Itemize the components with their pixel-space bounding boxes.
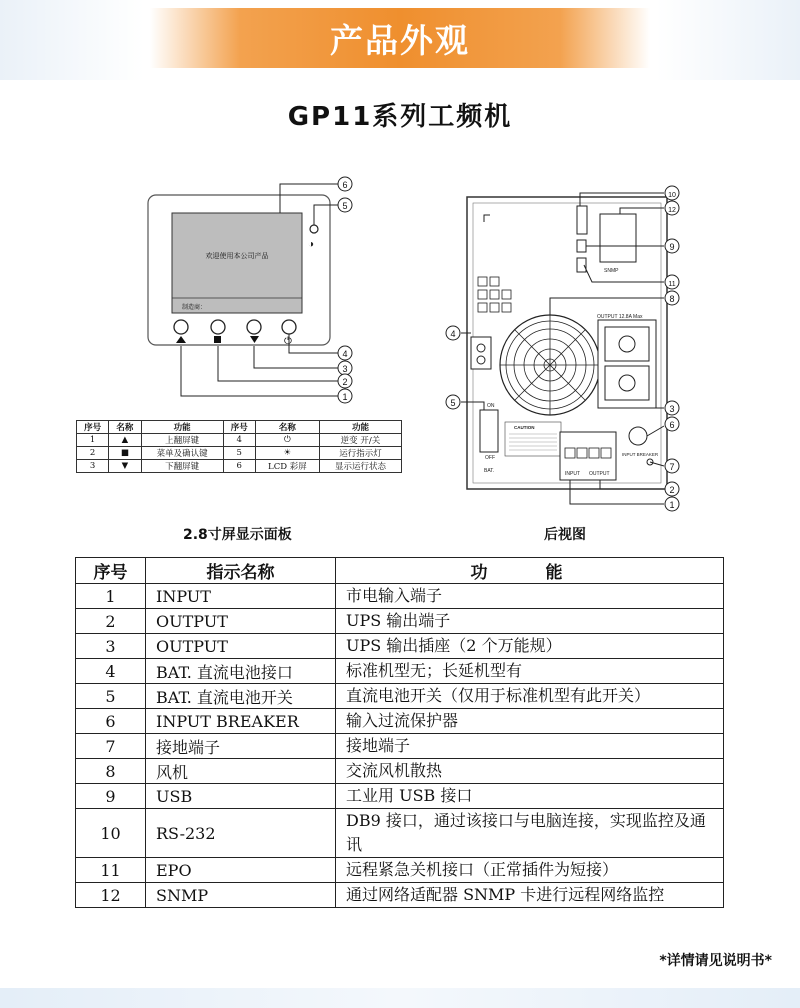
legend-cell: 4 (223, 434, 255, 447)
legend-cell: 菜单及确认键 (141, 447, 223, 460)
spec-cell: RS-232 (146, 809, 336, 858)
svg-text:10: 10 (668, 192, 676, 199)
spec-cell: 4 (76, 659, 146, 684)
table-row (76, 584, 724, 609)
table-row (76, 609, 724, 634)
spec-cell: USB (146, 784, 336, 809)
legend-row (77, 460, 402, 473)
legend-cell: 下翻屏键 (141, 460, 223, 473)
legend-cell: 1 (77, 434, 109, 447)
down-button[interactable] (247, 320, 261, 334)
caution-text: CAUTION (514, 425, 535, 430)
legend-header-cell: 名称 (255, 421, 319, 434)
rs232-port (577, 206, 587, 234)
spec-cell: 远程紧急关机接口（正常插件为短接） (336, 858, 724, 883)
spec-cell: 工业用 USB 接口 (336, 784, 724, 809)
legend-cell: LCD 彩屏 (255, 460, 319, 473)
spec-cell: 市电输入端子 (336, 584, 724, 609)
legend-row (77, 447, 402, 460)
spec-cell: INPUT BREAKER (146, 709, 336, 734)
spec-header-cell: 序号 (76, 558, 146, 584)
spec-cell: BAT. 直流电池开关 (146, 684, 336, 709)
legend-header-cell: 序号 (77, 421, 109, 434)
legend-header-cell: 名称 (109, 421, 141, 434)
table-row (76, 759, 724, 784)
legend-cell: 5 (223, 447, 255, 460)
enter-button[interactable] (211, 320, 225, 334)
rear-view-diagram (446, 186, 679, 511)
spec-cell: 12 (76, 883, 146, 908)
input-breaker-icon (629, 427, 647, 445)
spec-cell: 直流电池开关（仅用于标准机型有此开关） (336, 684, 724, 709)
battery-switch (480, 410, 498, 452)
footer-band (0, 988, 800, 1008)
table-row (76, 784, 724, 809)
input-terminal-label: INPUT (565, 471, 580, 477)
table-row (76, 684, 724, 709)
svg-text:12: 12 (668, 207, 676, 214)
spec-cell: 输入过流保护器 (336, 709, 724, 734)
spec-header-cell: 指示名称 (146, 558, 336, 584)
table-row (76, 634, 724, 659)
svg-text:4: 4 (450, 329, 456, 339)
spec-cell: 风机 (146, 759, 336, 784)
front-panel-legend-table (76, 420, 402, 473)
spec-cell: OUTPUT (146, 634, 336, 659)
spec-cell: 接地端子 (146, 734, 336, 759)
legend-cell: ▼ (109, 460, 141, 473)
legend-cell: 逆变 开/关 (319, 434, 401, 447)
snmp-label: SNMP (604, 268, 619, 274)
spec-cell: 交流风机散热 (336, 759, 724, 784)
banner (150, 8, 650, 68)
spec-cell: 8 (76, 759, 146, 784)
switch-on-label: ON (487, 403, 495, 409)
spec-cell: 标准机型无；长延机型有 (336, 659, 724, 684)
table-row (76, 659, 724, 684)
spec-cell: UPS 输出端子 (336, 609, 724, 634)
svg-text:6: 6 (342, 180, 348, 190)
spec-cell: 7 (76, 734, 146, 759)
svg-text:5: 5 (342, 201, 348, 211)
svg-text:5: 5 (450, 398, 456, 408)
legend-cell: 运行指示灯 (319, 447, 401, 460)
spec-cell: 接地端子 (336, 734, 724, 759)
front-panel-caption: 2.8寸屏显示面板 (183, 527, 292, 543)
spec-cell: EPO (146, 858, 336, 883)
legend-cell: ▲ (109, 434, 141, 447)
svg-text:7: 7 (669, 462, 675, 472)
table-row (76, 883, 724, 908)
legend-header-cell: 序号 (223, 421, 255, 434)
spec-header-row (76, 558, 724, 584)
spec-table (75, 557, 724, 908)
spec-cell: OUTPUT (146, 609, 336, 634)
square-icon (214, 336, 221, 343)
spec-cell: 10 (76, 809, 146, 858)
spec-cell: DB9 接口，通过该接口与电脑连接，实现监控及通讯 (336, 809, 724, 858)
spec-cell: 2 (76, 609, 146, 634)
epo-port (577, 258, 586, 272)
spec-cell: 11 (76, 858, 146, 883)
rear-view-caption: 后视图 (544, 527, 586, 543)
power-icon: ⏻ (284, 336, 292, 347)
svg-text:1: 1 (342, 392, 348, 402)
spec-cell: INPUT (146, 584, 336, 609)
product-title: GP11系列工频机 (287, 102, 513, 132)
fan-icon (500, 315, 600, 415)
svg-text:2: 2 (669, 485, 675, 495)
spec-cell: UPS 输出插座（2 个万能规） (336, 634, 724, 659)
legend-cell: 3 (77, 460, 109, 473)
up-button[interactable] (174, 320, 188, 334)
legend-cell: 上翻屏键 (141, 434, 223, 447)
output-terminal-label: OUTPUT (589, 471, 610, 477)
front-panel-diagram (148, 177, 352, 403)
lcd-screen-footer: 制造商： (182, 305, 207, 311)
legend-cell: ⏻ (255, 434, 319, 447)
spec-cell: 3 (76, 634, 146, 659)
spec-header-cell: 功 能 (336, 558, 724, 584)
lcd-screen-text: 欢迎使用本公司产品 (205, 253, 269, 260)
svg-text:3: 3 (669, 404, 675, 414)
output-rating-label: OUTPUT 12.8A Max (597, 314, 643, 320)
svg-text:9: 9 (669, 242, 675, 252)
legend-cell: 6 (223, 460, 255, 473)
svg-text:2: 2 (342, 377, 348, 387)
footer-note: *详情请见说明书* (659, 953, 772, 969)
legend-header-cell: 功能 (141, 421, 223, 434)
power-button[interactable] (282, 320, 296, 334)
banner-title: 产品外观 (330, 20, 470, 60)
table-row (76, 709, 724, 734)
svg-text:11: 11 (668, 281, 676, 288)
spec-cell: SNMP (146, 883, 336, 908)
table-row (76, 809, 724, 858)
bat-label: BAT. (484, 468, 495, 474)
spec-cell: BAT. 直流电池接口 (146, 659, 336, 684)
legend-cell: ☀ (255, 447, 319, 460)
switch-off-label: OFF (485, 455, 495, 461)
svg-text:6: 6 (669, 420, 675, 430)
run-indicator-symbol: ◑ (308, 239, 315, 250)
legend-row (77, 434, 402, 447)
spec-cell: 6 (76, 709, 146, 734)
legend-cell: 显示运行状态 (319, 460, 401, 473)
legend-header-cell: 功能 (319, 421, 401, 434)
input-breaker-label: INPUT BREAKER (622, 452, 659, 457)
svg-text:4: 4 (342, 349, 348, 359)
snmp-slot (600, 214, 636, 262)
spec-cell: 1 (76, 584, 146, 609)
svg-text:8: 8 (669, 294, 675, 304)
svg-text:1: 1 (669, 500, 675, 510)
legend-cell: ■ (109, 447, 141, 460)
usb-port (577, 240, 586, 252)
run-indicator-icon (310, 225, 318, 233)
spec-cell: 9 (76, 784, 146, 809)
table-row (76, 734, 724, 759)
table-row (76, 858, 724, 883)
legend-cell: 2 (77, 447, 109, 460)
spec-cell: 通过网络适配器 SNMP 卡进行远程网络监控 (336, 883, 724, 908)
spec-cell: 5 (76, 684, 146, 709)
legend-header-row (77, 421, 402, 434)
svg-text:3: 3 (342, 364, 348, 374)
